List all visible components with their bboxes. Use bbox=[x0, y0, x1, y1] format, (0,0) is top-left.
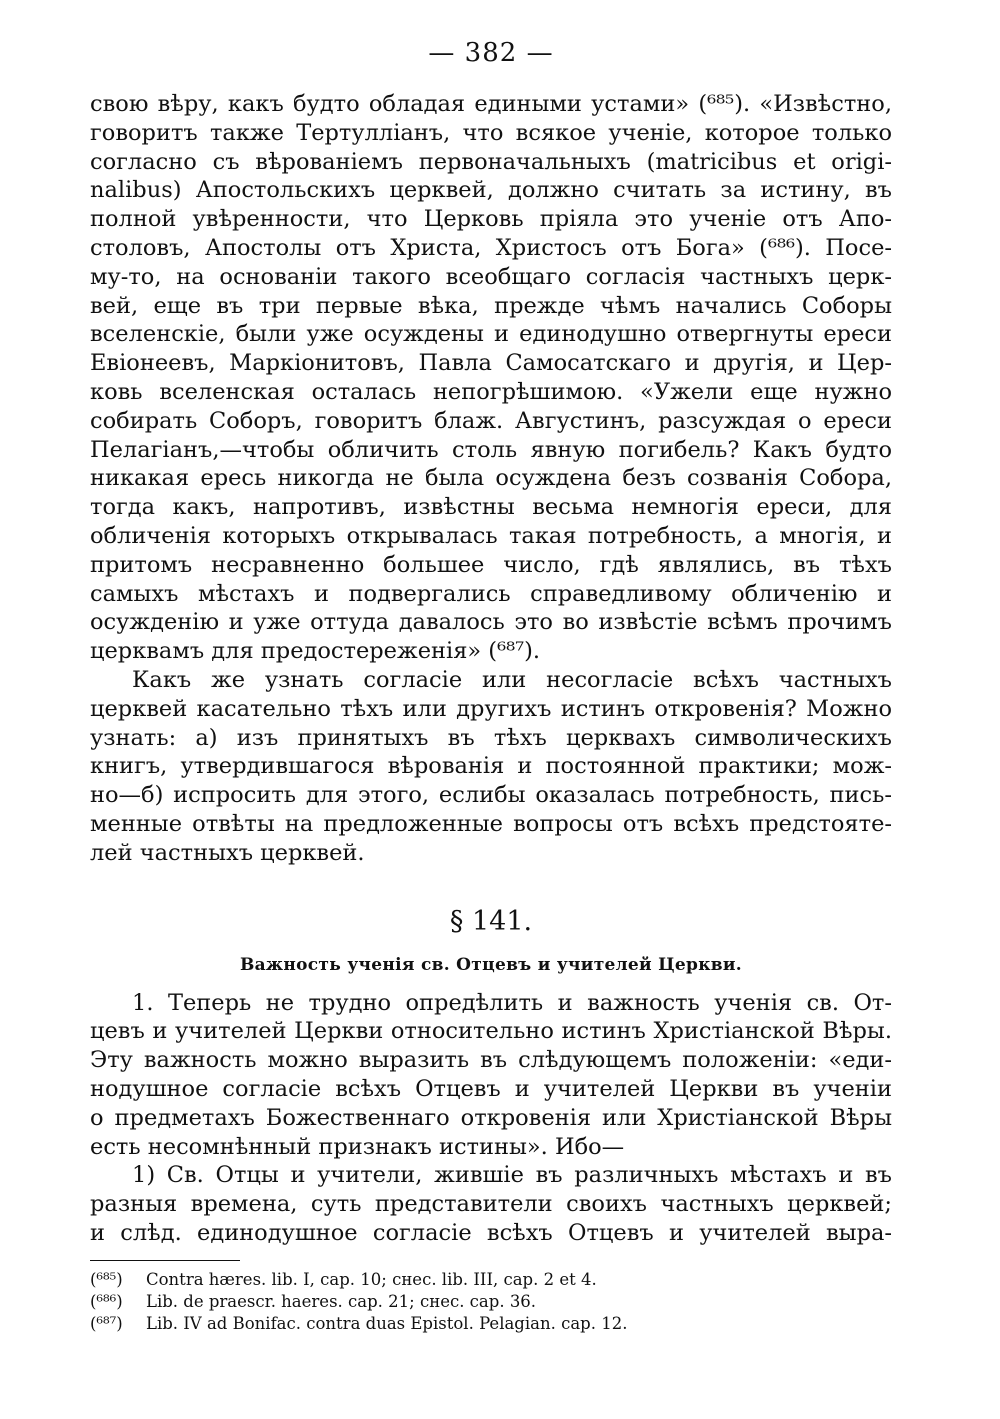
text-line: Пелагіанъ,—чтобы обличить столь явную погибель? Какъ будто bbox=[90, 436, 892, 463]
text-line: 1. Теперь не трудно опредѣлить и важность ученія св. От- bbox=[132, 989, 892, 1016]
text-line: церквей касательно тѣхъ или другихъ истинъ откровенія? Можно bbox=[90, 695, 892, 722]
text-line: лей частныхъ церквей. bbox=[90, 839, 365, 866]
text-line: притомъ несравненно большее число, гдѣ являлись, въ тѣхъ bbox=[90, 551, 892, 578]
footnote-text: Contra hæres. lib. I, cap. 10; снес. lib. III, cap. 2 et 4. bbox=[146, 1269, 597, 1289]
text-line: самыхъ мѣстахъ и подвергались справедливому обличенію и bbox=[90, 580, 892, 607]
text-line: полной увѣренности, что Церковь пріяла это ученіе отъ Апо- bbox=[90, 206, 892, 233]
text-line: осужденію и уже оттуда давалось это во извѣстіе всѣмъ прочимъ bbox=[90, 609, 892, 636]
footnote-mark: (⁶⁸⁵) bbox=[90, 1269, 123, 1289]
text-line: говоритъ также Тертулліанъ, что всякое ученіе, которое только bbox=[90, 119, 892, 146]
text-line: о предметахъ Божественнаго откровенія или Христіанской Вѣры bbox=[90, 1104, 892, 1131]
text-line: узнать: а) изъ принятыхъ въ тѣхъ церквахъ символическихъ bbox=[90, 724, 892, 751]
text-line: nalibus) Апостольскихъ церквей, должно считать за истину, въ bbox=[90, 177, 892, 204]
document-page bbox=[90, 38, 892, 1335]
text-line: столовъ, Апостолы отъ Христа, Христосъ отъ Бога» (⁶⁸⁶). Посе- bbox=[90, 234, 892, 261]
paragraph-2 bbox=[90, 666, 892, 868]
footnote bbox=[90, 1313, 892, 1335]
text-line: нодушное согласіе всѣхъ Отцевъ и учителей Церкви въ ученіи bbox=[90, 1075, 892, 1102]
text-line: книгъ, утвердившагося вѣрованія и постоянной практики; мож- bbox=[90, 753, 892, 780]
text-line: вей, еще въ три первые вѣка, прежде чѣмъ начались Соборы bbox=[90, 292, 892, 319]
section-number: § 141. bbox=[449, 905, 533, 937]
footnote-text: Lib. de praescr. haeres. cap. 21; снес. cap. 36. bbox=[146, 1291, 537, 1311]
text-line: никакая ересь никогда не была осуждена безъ созванія Собора, bbox=[90, 465, 892, 492]
paragraph-4 bbox=[90, 1161, 892, 1247]
footnote-mark: (⁶⁸⁶) bbox=[90, 1291, 123, 1311]
text-line: но—б) испросить для этого, еслибы оказалась потребность, пись- bbox=[90, 782, 892, 809]
text-line: менные отвѣты на предложенные вопросы отъ всѣхъ предстояте- bbox=[90, 810, 892, 837]
paragraph-3 bbox=[90, 989, 892, 1162]
footnote bbox=[90, 1269, 892, 1291]
text-line: вселенскіе, были уже осуждены и единодушно отвергнуты ереси bbox=[90, 321, 892, 348]
text-line: Какъ же узнать согласіе или несогласіе всѣхъ частныхъ bbox=[132, 666, 892, 693]
text-line: цевъ и учителей Церкви относительно истинъ Христіанской Вѣры. bbox=[90, 1018, 892, 1045]
text-line: Евіонеевъ, Маркіонитовъ, Павла Самосатскаго и другія, и Цер- bbox=[90, 350, 892, 377]
text-line: 1) Св. Отцы и учители, жившіе въ различныхъ мѣстахъ и въ bbox=[132, 1162, 892, 1189]
text-line: согласно съ вѣрованіемъ первоначальныхъ (matricibus et origi- bbox=[90, 148, 892, 175]
text-line: есть несомнѣнный признакъ истины». Ибо— bbox=[90, 1133, 625, 1160]
paragraph-1 bbox=[90, 90, 892, 666]
footnote bbox=[90, 1291, 892, 1313]
text-line: ковь вселенская осталась непогрѣшимою. «Ужели еще нужно bbox=[90, 378, 892, 405]
footnote-divider bbox=[90, 1260, 240, 1261]
section-subtitle: Важность ученія св. Отцевъ и учителей Церкви. bbox=[239, 954, 743, 975]
text-line: и слѣд. единодушное согласіе всѣхъ Отцевъ и учителей выра- bbox=[90, 1219, 892, 1246]
text-line: церквамъ для предостереженія» (⁶⁸⁷). bbox=[90, 638, 541, 665]
footnote-text: Lib. IV ad Bonifac. contra duas Epistol. Pelagian. cap. 12. bbox=[146, 1313, 628, 1333]
text-line: тогда какъ, напротивъ, извѣстны весьма немногія ереси, для bbox=[90, 494, 892, 521]
footnotes bbox=[90, 1269, 892, 1335]
text-line: му-то, на основаніи такого всеобщаго согласія частныхъ церк- bbox=[90, 263, 892, 290]
text-line: свою вѣру, какъ будто обладая едиными устами» (⁶⁸⁵). «Извѣстно, bbox=[90, 91, 892, 117]
text-line: разныя времена, суть представители своихъ частныхъ церквей; bbox=[90, 1191, 892, 1218]
text-line: обличенія которыхъ открывалась такая потребность, а многія, и bbox=[90, 522, 892, 549]
text-line: собирать Соборъ, говоритъ блаж. Августинъ, разсуждая о ереси bbox=[90, 407, 892, 434]
footnote-mark: (⁶⁸⁷) bbox=[90, 1313, 123, 1333]
text-line: Эту важность можно выразить въ слѣдующемъ положеніи: «еди- bbox=[90, 1047, 892, 1074]
page-number: — 382 — bbox=[428, 38, 554, 68]
